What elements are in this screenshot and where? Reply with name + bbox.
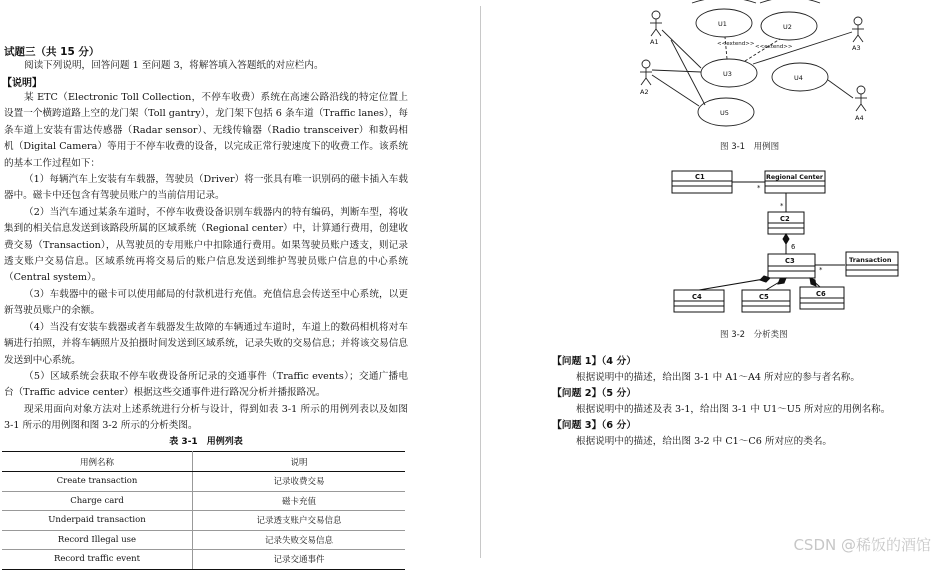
table-cell: 记录失败交易信息 bbox=[193, 530, 406, 550]
paragraph: （5）区域系统会获取不停车收费设备所记录的交通事件（Traffic events）；交通广播电台（Traffic advice center）根据这些交通事件进行路况分析并播报路况。 bbox=[4, 370, 408, 399]
class-label: C5 bbox=[759, 293, 769, 301]
table-row bbox=[2, 491, 405, 511]
actor-a3 bbox=[852, 17, 864, 42]
multiplicity: 6 bbox=[791, 243, 796, 251]
table-header: 说明 bbox=[193, 452, 406, 472]
multiplicity: * bbox=[780, 202, 784, 210]
table-cell: Record Illegal use bbox=[2, 530, 193, 550]
table-row bbox=[2, 472, 405, 492]
page-divider bbox=[480, 6, 481, 558]
paragraph: 现采用面向对象方法对上述系统进行分析与设计，得到如表 3-1 所示的用例列表以及如图 3-1 所示的用例图和图 3-2 所示的分析类图。 bbox=[4, 403, 408, 432]
actor-a4 bbox=[855, 86, 867, 111]
class-label: C1 bbox=[695, 173, 705, 181]
paragraph: （2）当汽车通过某条车道时，不停车收费设备识别车载器内的特有编码，判断车型，将收集到的相关信息发送到该路段所属的区域系统（Regional center）中，计算通行费用，创建收费交易（Transaction），从驾驶员的专用账户中扣除通行费用。如果驾驶员账户透支，则记录透支账户交易信息。区域系统再将交易后的账户信息发送到维护驾驶员账户信息的中心系统（Central system）。 bbox=[4, 206, 408, 284]
paragraph: （3）车载器中的磁卡可以使用邮局的付款机进行充值。充值信息会传送至中心系统，以更新驾驶员账户的余额。 bbox=[4, 288, 408, 317]
left-page bbox=[0, 0, 412, 566]
table-cell: Underpaid transaction bbox=[2, 511, 193, 531]
question-1-body: 根据说明中的描述，给出图 3-1 中 A1～A4 所对应的参与者名称。 bbox=[576, 372, 860, 383]
actor-label: A2 bbox=[640, 88, 649, 96]
class-label: C4 bbox=[692, 293, 702, 301]
table-row bbox=[2, 530, 405, 550]
question-3-body: 根据说明中的描述，给出图 3-2 中 C1～C6 所对应的类名。 bbox=[576, 436, 833, 447]
actor-label: A3 bbox=[852, 44, 861, 52]
actor-label: A4 bbox=[855, 114, 864, 122]
figure-caption: 图 3-1 用例图 bbox=[720, 142, 780, 152]
paragraph: （4）当没有安装车载器或者车载器发生故障的车辆通过车道时，车道上的数码相机将对车辆进行拍照，并将车辆照片及拍摄时间发送到区域系统，记录失败的交易信息；并将该交易信息发送到中心系统。 bbox=[4, 321, 408, 366]
intro-text: 阅读下列说明，回答问题 1 至问题 3，将解答填入答题纸的对应栏内。 bbox=[24, 60, 324, 71]
figure-caption: 图 3-2 分析类图 bbox=[720, 330, 788, 340]
description-body bbox=[4, 90, 408, 435]
multiplicity: * bbox=[757, 184, 761, 192]
usecase-label: U1 bbox=[718, 20, 727, 28]
actor-a2 bbox=[640, 60, 652, 85]
question-3-title: 【问题 3】（6 分） bbox=[552, 420, 637, 431]
transaction-class bbox=[845, 250, 900, 280]
actor-a1 bbox=[650, 11, 662, 36]
class-label: Transaction bbox=[849, 256, 892, 264]
multiplicity: * bbox=[819, 266, 823, 274]
table-caption: 表 3-1 用例列表 bbox=[169, 437, 243, 447]
question-2-title: 【问题 2】（5 分） bbox=[552, 388, 637, 399]
table-cell: Charge card bbox=[2, 491, 193, 511]
section-label: 【说明】 bbox=[2, 78, 42, 89]
table-cell: 记录收费交易 bbox=[193, 472, 406, 492]
table-cell: Create transaction bbox=[2, 472, 193, 492]
right-page bbox=[540, 0, 940, 563]
table-header: 用例名称 bbox=[2, 452, 193, 472]
usecase-label: U5 bbox=[720, 109, 729, 117]
table-cell: 记录透支账户交易信息 bbox=[193, 511, 406, 531]
usecase-table bbox=[2, 451, 405, 570]
usecase-diagram bbox=[635, 0, 875, 135]
class-diagram bbox=[670, 168, 845, 316]
class-label: Regional Center bbox=[766, 174, 823, 181]
usecase-label: U4 bbox=[794, 74, 803, 82]
extend-label: <<extend>> bbox=[755, 44, 793, 50]
table-cell: Record traffic event bbox=[2, 550, 193, 570]
table-row bbox=[2, 511, 405, 531]
extend-label: <<extend>> bbox=[717, 41, 755, 47]
class-label: C3 bbox=[785, 257, 795, 265]
question-title: 试题三（共 15 分） bbox=[4, 46, 100, 58]
question-1-title: 【问题 1】（4 分） bbox=[552, 356, 637, 367]
class-label: C2 bbox=[780, 215, 790, 223]
table-row bbox=[2, 550, 405, 570]
paragraph: 某 ETC（Electronic Toll Collection，不停车收费）系统在高速公路沿线的特定位置上设置一个横跨道路上空的龙门架（Toll gantry），龙门架下包括 6 条车道（Traffic lanes），每条车道上安装有雷达传感器（Radar sensor）、无线传输器（Radio transceiver）和数码相机（Digital Camera）等用于不停车收费的设备，以完成正常行驶速度下的收费工作。该系统的基本工作过程如下： bbox=[4, 92, 408, 169]
question-2-body: 根据说明中的描述及表 3-1，给出图 3-1 中 U1～U5 所对应的用例名称。 bbox=[576, 404, 891, 415]
usecase-label: U3 bbox=[723, 70, 732, 78]
table-cell: 记录交通事件 bbox=[193, 550, 406, 570]
paragraph: （1）每辆汽车上安装有车载器，驾驶员（Driver）将一张具有唯一识别码的磁卡插入车载器中。磁卡中还包含有驾驶员账户的当前信用记录。 bbox=[4, 174, 408, 202]
table-cell: 磁卡充值 bbox=[193, 491, 406, 511]
class-label: C6 bbox=[816, 290, 826, 298]
actor-label: A1 bbox=[650, 38, 659, 46]
watermark: CSDN @稀饭的酒馆 bbox=[793, 536, 931, 554]
usecase-label: U2 bbox=[783, 23, 792, 31]
